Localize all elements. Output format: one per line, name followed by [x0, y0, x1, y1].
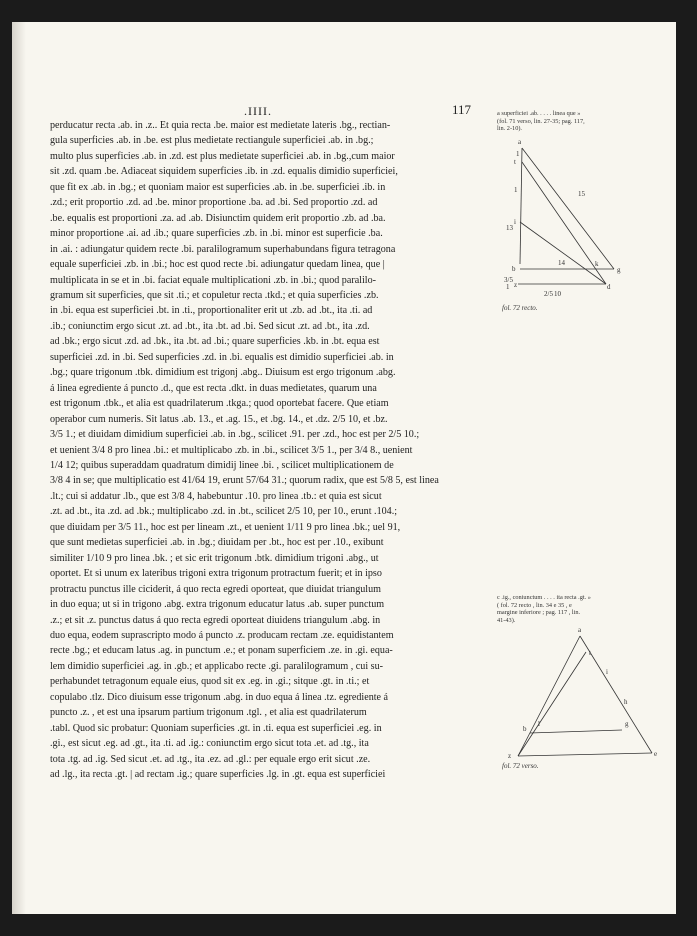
text-line: que fit ex .ab. in .bg.; et quoniam maior est superficies .ab. in .be. superficiei .ib. in — [50, 181, 386, 193]
text-line: gramum sit superficies, que sit .ti.; et copuletur recta .tkd.; et quia superficies .zb. — [50, 289, 379, 301]
label-t: t — [589, 649, 591, 657]
page-number: 117 — [452, 102, 472, 117]
text-line: duo equa, eodem suprascripto modo á puncto .z. producam rectam .ze. equidistantem — [50, 629, 394, 641]
text-line: .be. equalis est proportioni .za. ad .ab. Disiunctim quidem erit proportio .zb. ad .ba. — [50, 212, 386, 224]
label-14: 14 — [558, 259, 565, 267]
note-line: (fol. 71 verso, lin. 27-35; pag. 117, — [497, 117, 585, 125]
text-line: ad .bk.; ergo sicut .zd. ad .bk., ita .bt. ad .bi.; quare superficies .kb. in .bt. equa est — [50, 336, 380, 348]
text-line: .lt.; cui si addatur .lb., que est 3/8 4, habebuntur .10. pro linea .tb.: et quia est sicut — [50, 490, 382, 502]
line-a-g — [522, 148, 614, 269]
figure-fol-72-verso — [496, 628, 656, 758]
note-line: 41-43). — [497, 617, 516, 625]
text-line: .zt. ad .bt., ita .zd. ad .bk.; multiplicabo .zd. in .bt., scilicet 2/5 10, per 10., erunt .104.; — [50, 506, 398, 518]
label-t: t — [514, 158, 516, 166]
label-k: k — [595, 260, 599, 268]
text-line: .tabl. Quod sic probatur: Quoniam superficies .gt. in .ti. equa est superficiei .eg. in — [50, 722, 382, 734]
label-b: b — [523, 725, 527, 733]
text-line: recte .bg.; et educam latus .ag. in punctum .e.; et ponam superficiem .ze. in .gi. equa- — [50, 645, 393, 657]
label-h: h — [624, 698, 628, 706]
note-line: margine inferiore ; pag. 117 , lin. — [497, 609, 581, 617]
text-line: que diuidam per 3/5 11., hoc est per lineam .zt., et uenient 1/11 9 pro linea .bk.; uel 91, — [50, 521, 401, 533]
text-line: á linea egrediente á puncto .d., que est recta .dkt. in duas medietates, quarum una — [50, 382, 377, 394]
label-z: z — [514, 281, 518, 289]
text-line: .zd.; erit proportio .zd. ad .be. minor proportione .ba. ad .bi. Sed proportio .zd. ad — [50, 197, 378, 209]
page-gutter-shadow — [12, 22, 26, 914]
line-a-z — [518, 636, 580, 756]
text-line: 3/8 4 in se; que multiplicatio est 41/64 19, erunt 57/64 31.; quorum radix, que est 5/8 5, est linea — [50, 475, 439, 487]
figure2-diagram — [496, 628, 656, 758]
line-t-d — [520, 222, 606, 284]
label-g: g — [625, 720, 629, 728]
text-line: in .bi. equa est superficiei .bt. in .ti., proportionaliter erit ut .zb. ad .bt., ita .ti. ad — [50, 305, 373, 317]
text-line: perducatur recta .ab. in .z.. Et quia recta .be. maior est medietate lateris .bg., rectian- — [50, 120, 391, 131]
line-a-z — [520, 148, 522, 264]
label-1b: 1 — [514, 186, 518, 194]
figure-fol-72-recto — [496, 134, 636, 298]
label-13: 13 — [506, 224, 513, 232]
note-line: ( fol. 72 recto , lin. 34 e 35 , e — [497, 601, 572, 609]
label-15: 15 — [578, 190, 585, 198]
label-a: a — [518, 138, 522, 146]
note-line: lin. 2-10). — [497, 125, 523, 133]
figure1-diagram — [496, 134, 636, 298]
figure1-caption: fol. 72 recto. — [502, 304, 538, 312]
text-line: similiter 1/10 9 pro linea .bk. ; et sic erit trigonum .btk. dimidium trigoni .abg., ut — [50, 552, 379, 564]
label-1a: 1 — [516, 150, 520, 158]
label-two-fifths: 2/5 — [544, 290, 553, 298]
text-line: lem dimidio superficiei .ag. in .gb.; et applicabo recte .gi. paralilogramum , cui su- — [50, 660, 383, 672]
text-line: operabor cum numeris. Sit latus .ab. 13., et .ag. 15., et .bg. 14., et .dz. 2/5 10, et .bz. — [50, 413, 388, 425]
note-line: c .ig., coniunctum . . . . ita recta .gt. » — [497, 594, 591, 601]
text-line: .bg.; quare trigonum .tbk. dimidium est trigonj .abg.. Diuisum est ergo trigonum .abg. — [50, 367, 396, 379]
text-line: 1/4 12; quibus superaddam quadratum dimidij linee .bi. , scilicet multiplicationem de — [50, 459, 394, 471]
text-line: multiplicata in se et in .bi. faciat equale multiplicationi .zb. in .bi.; quod paralilo- — [50, 274, 376, 286]
text-line: equale superficiei .zb. in .bi.; hoc est quod recte .bi. adiungatur quedam linea, que | — [50, 259, 385, 271]
label-e: e — [654, 750, 658, 758]
text-line: in .ai. : adiungatur quidem recte .bi. paralilogramum superhabundans figura tetragona — [50, 243, 396, 255]
text-line: perhabundet tetragonum equale eius, quod sit ex .eg. in .gi.; sitque .gt. in .ti.; et — [50, 676, 370, 688]
text-line: copulabo .tlz. Dico diuisum esse trigonum .abg. in duo equa á linea .tz. egrediente á — [50, 691, 389, 703]
text-line: gula superficies .ab. in .be. est plus medietate rectiangule superficiei .ab. in .bg.; — [50, 135, 374, 147]
margin-note-top — [497, 110, 637, 133]
text-line: protractu punctus ille ciciderit, á quo recta egredi oporteat, que diuidat triangulum — [50, 583, 382, 595]
label-10: 10 — [554, 290, 561, 298]
text-line: multo plus superficies .ab. in .zd. est plus medietate superficiei .ab. in .bg.,cum maior — [50, 150, 395, 162]
label-g: g — [617, 266, 621, 274]
text-line: et uenient 3/4 8 pro linea .bi.: et multiplicabo .zb. in .bi., scilicet 3/5 1., per 3/4 8., uenient — [50, 444, 413, 456]
label-three-fifths: 3/5 — [504, 276, 513, 284]
label-1c: 1 — [506, 283, 510, 291]
text-line: sit .zd. quam .be. Adiaceat siquidem superficies .ib. in .zd. equalis dimidio superficiei, — [50, 166, 398, 178]
text-line: est trigonum .tbk., et alia est quadrilaterum .tkga.; quod oportebat facere. Que etiam — [50, 398, 389, 410]
line-b-g — [530, 730, 622, 733]
text-line: que sunt medietas superficiei .ab. in .bg.; diuidam per .bt., hoc est per .10., exibunt — [50, 537, 384, 549]
text-line: ad .lg., ita recta .gt. | ad rectam .ig.; quare superficies .lg. in .gt. equa est superficiei — [50, 769, 386, 781]
line-z-t — [518, 652, 586, 756]
label-a: a — [578, 626, 582, 634]
note-line: a superficiei .ab. . . . . linea que » — [497, 110, 581, 117]
label-i: i — [514, 218, 516, 226]
label-z: z — [508, 752, 512, 760]
label-b: b — [512, 265, 516, 273]
text-line: superficiei .zd. in .bi. Sed superficies .zd. in .bi. equalis est dimidio superficiei .ab. in — [50, 351, 394, 363]
margin-note-middle — [497, 594, 637, 625]
figure2-caption: fol. 72 verso. — [502, 762, 539, 770]
main-text-block — [50, 118, 492, 782]
book-page — [12, 22, 676, 914]
line-z-e — [518, 753, 652, 756]
text-line: .gi., est sicut .eg. ad .gt., ita .ti. ad .ig.: coniunctim ergo sicut tota .et. ad .tg., ita — [50, 738, 369, 750]
label-l: l — [538, 720, 540, 728]
text-line: .ib.; coniunctim ergo sicut .zt. ad .bt., ita .bt. ad .bi. Sed sicut .zt. ad .bt., ita .zd. — [50, 320, 370, 332]
label-i: i — [606, 668, 608, 676]
text-line: .z.; et sit .z. punctus datus á quo recta egredi oporteat diuidens triangulum .abg. in — [50, 614, 381, 626]
text-line: 3/5 1.; et diuidam dimidium superficiei .ab. in .bg., scilicet .91. per .zd., hoc est per 2/5 10.; — [50, 429, 420, 441]
text-line: tota .tg. ad .ig. Sed sicut .et. ad .tg., ita .ez. ad .gl.: per equale ergo erit sicut .ze. — [50, 753, 371, 765]
text-line: puncto .z. , et est una ipsarum partium trigonum .tgl. , et alia est quadrilaterum — [50, 707, 367, 719]
text-line: oportet. Et si unum ex lateribus trigoni extra trigonum protractum fuerit; et in ipso — [50, 568, 382, 580]
label-d: d — [607, 283, 611, 291]
text-line: in duo equa; ut si in trigono .abg. extra trigonum educatur latus .ab. super punctum — [50, 599, 385, 611]
running-header-title: .IIII. — [244, 104, 272, 118]
text-line: minor proportione .ai. ad .ib.; quare superficies .zb. in .bi. minor est superficie .ba. — [50, 228, 383, 240]
